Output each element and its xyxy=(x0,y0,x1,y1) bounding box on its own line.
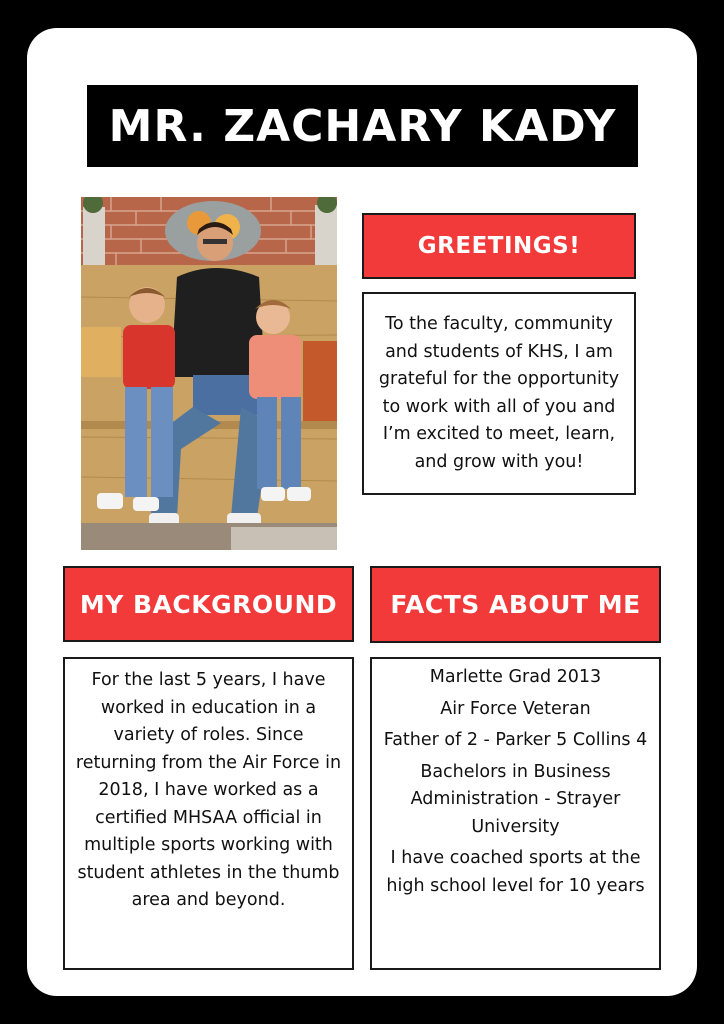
fact-item: Marlette Grad 2013 xyxy=(429,667,602,687)
background-heading-box xyxy=(63,566,354,642)
background-heading: MY BACKGROUND xyxy=(79,589,338,619)
facts-box xyxy=(370,657,661,970)
fact-item: I have coached sports at the high school level for 10 years xyxy=(386,848,645,896)
family-photo xyxy=(81,197,337,550)
greetings-heading: GREETINGS! xyxy=(417,233,581,259)
page-title: MR. ZACHARY KADY xyxy=(108,100,617,152)
background-box xyxy=(63,657,354,970)
background-text: For the last 5 years, I have worked in education in a variety of roles. Since returning from the Air Force in 2018, I have worked as a certified MHSAA official in multiple sports working with student athletes in the thumb area and beyond. xyxy=(75,670,342,910)
fact-item: Bachelors in Business Administration - Strayer University xyxy=(410,761,621,837)
fact-item: Father of 2 - Parker 5 Collins 4 xyxy=(383,730,648,750)
greetings-box xyxy=(362,292,636,495)
facts-heading: FACTS ABOUT ME xyxy=(390,590,641,619)
title-banner xyxy=(87,85,638,167)
greetings-text: To the faculty, community and students of KHS, I am grateful for the opportunity to work with all of you and I’m excited to meet, learn, and grow with you! xyxy=(378,314,620,472)
fact-item: Air Force Veteran xyxy=(440,698,591,719)
greetings-heading-box xyxy=(362,213,636,279)
facts-heading-box xyxy=(370,566,661,643)
